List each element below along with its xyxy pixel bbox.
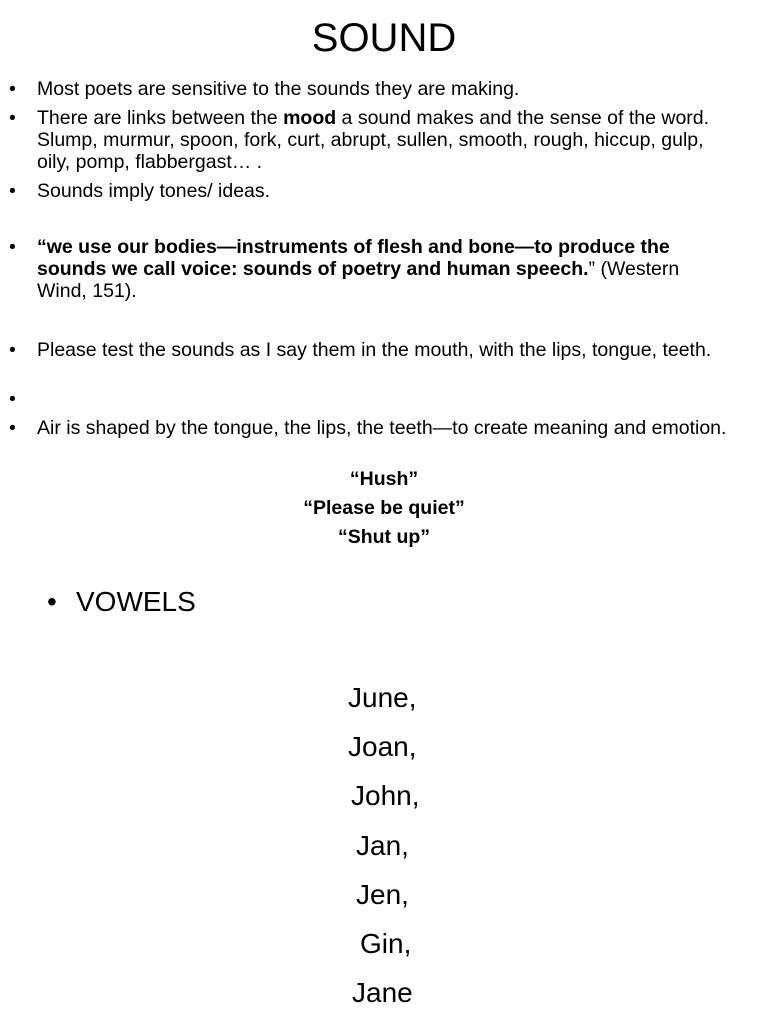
bullet-icon: • <box>47 586 57 617</box>
bullet-icon: • <box>9 180 16 202</box>
bullet-icon: • <box>9 107 16 129</box>
bullet-text-bold: “we use our bodies—instruments of flesh and bone—to produce the sounds we call voice: sounds of poetry and human speech. <box>37 236 670 280</box>
bullet-item <box>9 417 732 439</box>
name-item: Jane <box>352 977 413 1008</box>
quote-block <box>0 465 768 552</box>
name-item: Jen, <box>356 879 409 910</box>
bullet-item <box>9 236 732 302</box>
quote-line: “Shut up” <box>337 526 431 548</box>
name-item: Gin, <box>360 928 412 959</box>
bullet-item <box>9 78 732 100</box>
bullet-icon: • <box>9 78 16 100</box>
name-item: John, <box>351 780 420 811</box>
bullet-text: Please test the sounds as I say them in the mouth, with the lips, tongue, teeth. <box>37 339 712 361</box>
name-item: June, <box>348 682 417 713</box>
bullet-text-post: a sound makes and the sense of the word. Slump, murmur, spoon, fork, curt, abrupt, sullen, smooth, rough, hiccup, gulp, oily, pomp, flabbergast… . <box>37 107 710 173</box>
bullet-icon: • <box>9 388 16 410</box>
bullet-text-bold: mood <box>283 107 337 129</box>
bullet-item <box>9 107 732 173</box>
quote-line: “Hush” <box>349 468 419 490</box>
bullet-text: Most poets are sensitive to the sounds they are making. <box>37 78 520 100</box>
bullet-icon: • <box>9 417 16 439</box>
quote-line: “Please be quiet” <box>303 497 465 519</box>
bullet-item <box>9 180 732 202</box>
vowels-heading: VOWELS <box>76 586 196 617</box>
bullet-text: Sounds imply tones/ ideas. <box>37 180 271 202</box>
bullet-text: Air is shaped by the tongue, the lips, the teeth—to create meaning and emotion. <box>37 417 727 439</box>
bullet-text-pre: There are links between the <box>37 107 284 129</box>
bullet-icon: • <box>9 236 16 258</box>
slide-title: SOUND <box>311 16 457 60</box>
bullet-icon: • <box>9 339 16 361</box>
name-item: Jan, <box>356 830 409 861</box>
name-item: Joan, <box>348 731 417 762</box>
bullet-text-post: ” (Western Wind, 151). <box>37 258 680 302</box>
bullet-item <box>9 339 732 361</box>
